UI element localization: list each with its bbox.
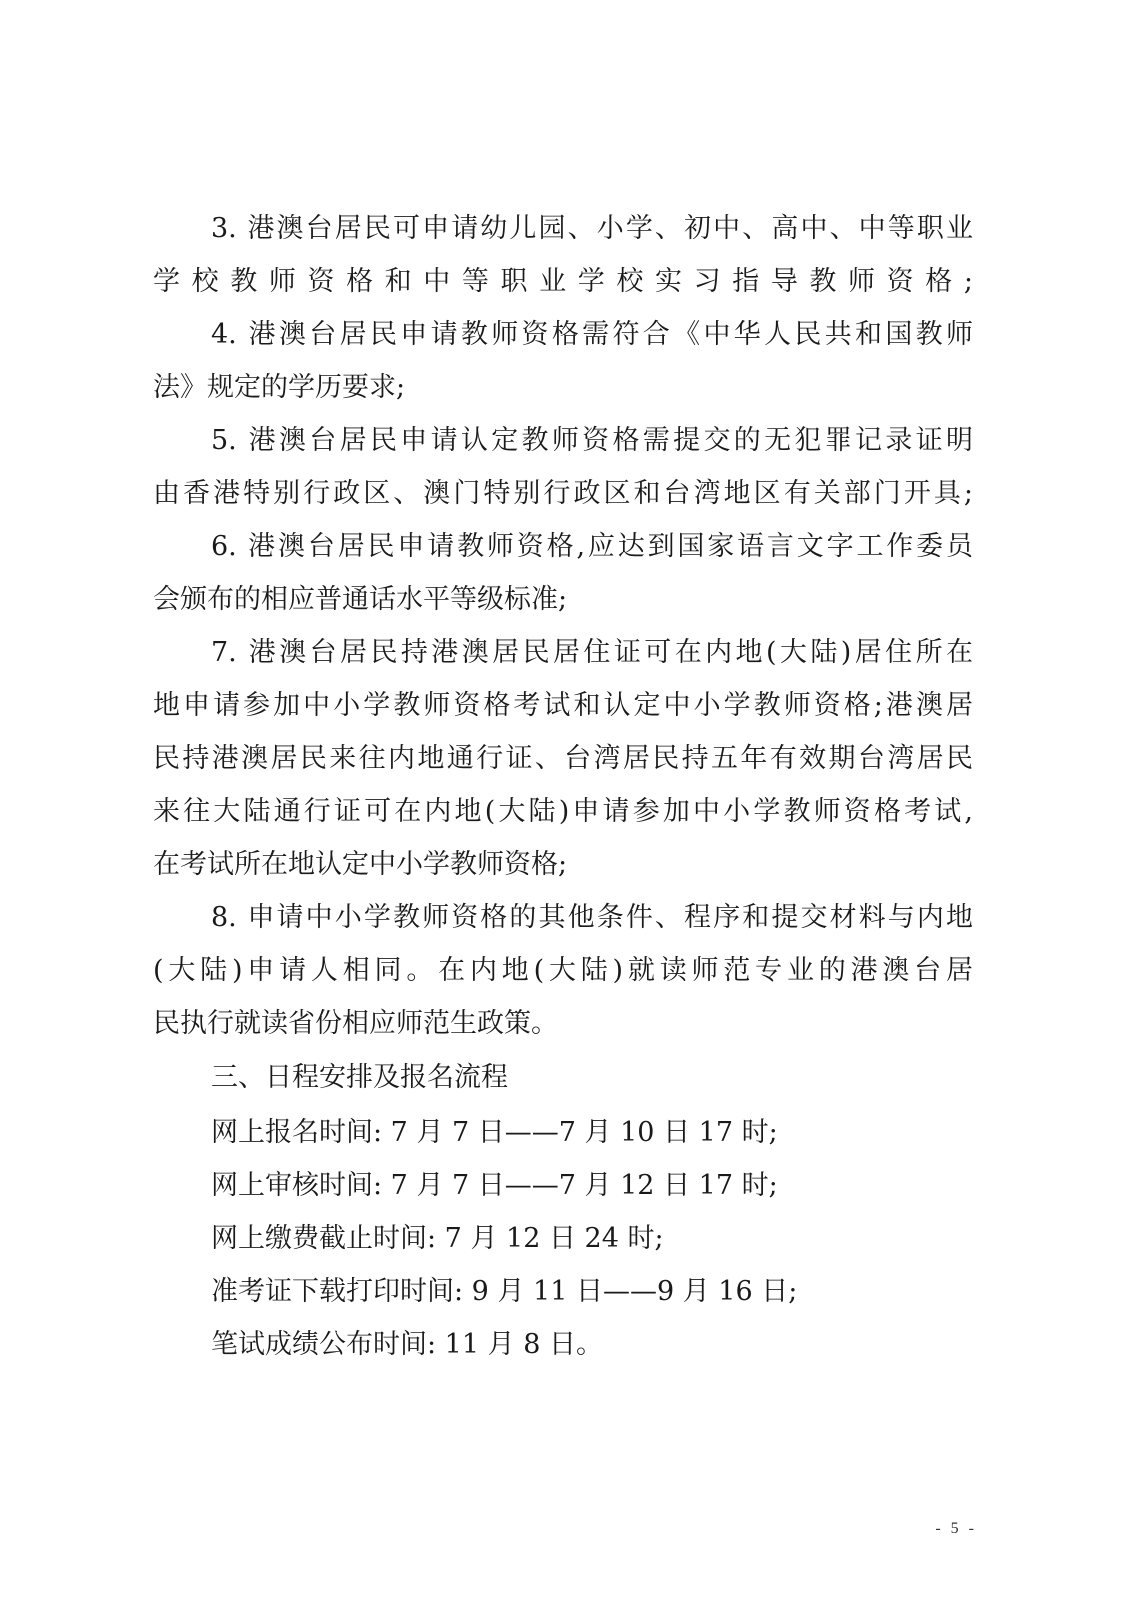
item-6-line-1: 6. 港澳台居民申请教师资格,应达到国家语言文字工作委员 <box>211 531 973 562</box>
schedule-item-review: 网上审核时间: 7 月 7 日——7 月 12 日 17 时; <box>211 1170 778 1201</box>
item-8-line-3: 民执行就读省份相应师范生政策。 <box>153 1008 558 1039</box>
schedule-item-payment: 网上缴费截止时间: 7 月 12 日 24 时; <box>211 1223 664 1254</box>
item-3-line-1: 3. 港澳台居民可申请幼儿园、小学、初中、高中、中等职业 <box>211 213 973 244</box>
item-5-line-1: 5. 港澳台居民申请认定教师资格需提交的无犯罪记录证明 <box>211 425 973 456</box>
section-heading: 三、日程安排及报名流程 <box>211 1062 508 1093</box>
item-7-line-1: 7. 港澳台居民持港澳居民居住证可在内地(大陆)居住所在 <box>211 637 973 668</box>
item-6-line-2: 会颁布的相应普通话水平等级标准; <box>153 584 568 615</box>
item-7-line-5: 在考试所在地认定中小学教师资格; <box>153 849 568 880</box>
item-4-line-2: 法》规定的学历要求; <box>153 372 406 403</box>
item-5-line-2: 由香港特别行政区、澳门特别行政区和台湾地区有关部门开具; <box>153 478 973 509</box>
schedule-item-results: 笔试成绩公布时间: 11 月 8 日。 <box>211 1329 603 1360</box>
schedule-item-admission-ticket: 准考证下载打印时间: 9 月 11 日——9 月 16 日; <box>211 1276 798 1307</box>
item-8-line-1: 8. 申请中小学教师资格的其他条件、程序和提交材料与内地 <box>211 902 973 933</box>
schedule-item-registration: 网上报名时间: 7 月 7 日——7 月 10 日 17 时; <box>211 1117 778 1148</box>
item-7-line-4: 来往大陆通行证可在内地(大陆)申请参加中小学教师资格考试, <box>153 796 973 827</box>
item-7-line-2: 地申请参加中小学教师资格考试和认定中小学教师资格;港澳居 <box>153 690 973 721</box>
item-4-line-1: 4. 港澳台居民申请教师资格需符合《中华人民共和国教师 <box>211 319 973 350</box>
item-3-line-2: 学校教师资格和中等职业学校实习指导教师资格; <box>153 266 973 297</box>
page-number: - 5 - <box>935 1520 977 1537</box>
item-8-line-2: (大陆)申请人相同。在内地(大陆)就读师范专业的港澳台居 <box>153 955 973 986</box>
item-7-line-3: 民持港澳居民来往内地通行证、台湾居民持五年有效期台湾居民 <box>153 743 973 774</box>
